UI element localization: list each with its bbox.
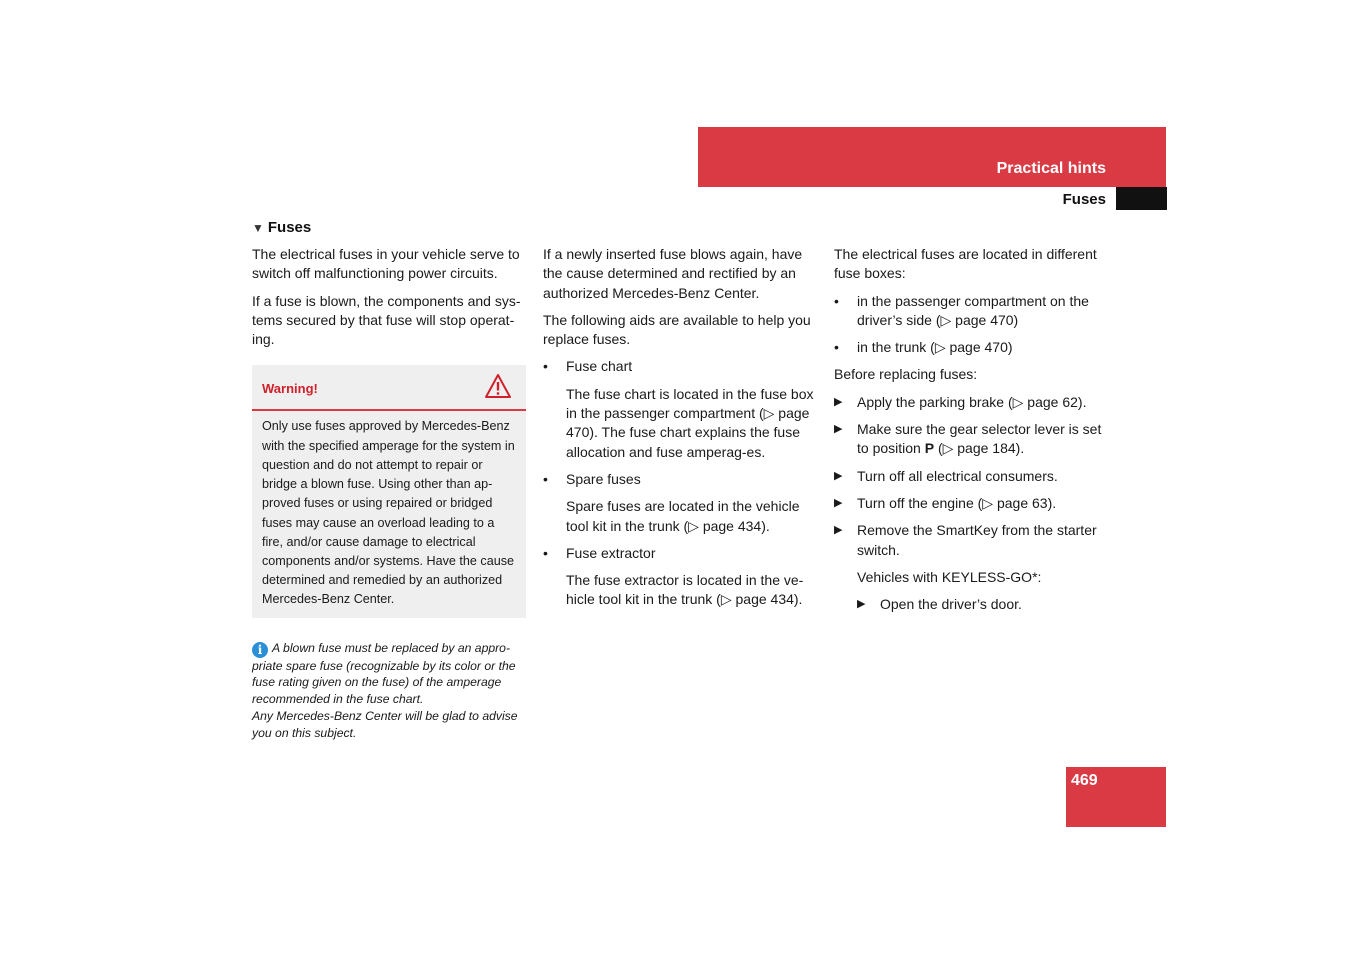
- step-item: [834, 595, 1110, 614]
- list-item: [543, 357, 819, 376]
- step-text-end: (▷ page 184).: [934, 440, 1025, 457]
- info-icon: i: [252, 642, 268, 658]
- list-item-text: in the trunk (▷ page 470): [857, 339, 1013, 356]
- paragraph: Before replacing fuses:: [834, 366, 978, 383]
- paragraph: The electrical fuses are located in different fuse boxes:: [834, 246, 1097, 282]
- info-note-text: A blown fuse must be replaced by an appro-priate spare fuse (recognizable by its color or the fuse rating given on the fuse) of the amperage recommended in the fuse chart.: [252, 640, 516, 707]
- paragraph: The electrical fuses in your vehicle serve to switch off malfunctioning power circuits.: [252, 246, 520, 282]
- step-text: Apply the parking brake (▷ page 62).: [857, 393, 1087, 410]
- triangle-down-icon: ▼: [252, 221, 264, 235]
- list-item-title: Fuse extractor: [566, 544, 656, 561]
- list-item-text: in the passenger compartment on the driver’s side (▷ page 470): [857, 292, 1089, 328]
- warning-box: [252, 365, 526, 617]
- step-text: Turn off all electrical consumers.: [857, 467, 1058, 484]
- step-item: [834, 420, 1110, 459]
- section-subtitle: Fuses: [1062, 191, 1106, 208]
- arrow-right-icon: ▶: [834, 423, 843, 436]
- warning-header: [252, 365, 526, 411]
- page-number: 469: [1071, 772, 1098, 789]
- list-item-description: The fuse chart is located in the fuse box in the passenger compartment (▷ page 470). The fuse chart explains the fuse allocation and fuse amperag-es.: [566, 385, 814, 460]
- list-item: [543, 544, 819, 563]
- arrow-right-icon: ▶: [857, 598, 866, 611]
- list-item-description: The fuse extractor is located in the ve-hicle tool kit in the trunk (▷ page 434).: [566, 572, 804, 608]
- list-item-description: Spare fuses are located in the vehicle tool kit in the trunk (▷ page 434).: [566, 498, 800, 534]
- section-heading: [252, 219, 311, 236]
- step-item: [834, 494, 1110, 513]
- bullet-icon: •: [543, 544, 548, 561]
- column-1: [252, 245, 526, 742]
- list-item-title: Spare fuses: [566, 470, 641, 487]
- warning-label: Warning!: [262, 381, 318, 397]
- gear-position: P: [924, 440, 935, 457]
- arrow-right-icon: ▶: [834, 469, 843, 482]
- step-text: Make sure the gear selector lever is set to position: [857, 421, 1102, 457]
- column-3: [834, 245, 1110, 622]
- step-text: Open the driver’s door.: [880, 596, 1022, 613]
- arrow-right-icon: ▶: [834, 524, 843, 537]
- arrow-right-icon: ▶: [834, 496, 843, 509]
- bullet-icon: •: [834, 339, 839, 356]
- warning-triangle-icon: [484, 373, 512, 404]
- step-item: [834, 467, 1110, 486]
- bullet-icon: •: [543, 358, 548, 375]
- list-item: [834, 338, 1110, 357]
- bullet-icon: •: [834, 292, 839, 309]
- arrow-right-icon: ▶: [834, 395, 843, 408]
- step-text: Turn off the engine (▷ page 63).: [857, 494, 1057, 511]
- page-number-box: [1066, 767, 1166, 827]
- section-tab-marker: [1116, 187, 1167, 210]
- keyless-go-label: Vehicles with KEYLESS-GO*:: [857, 568, 1042, 585]
- paragraph: If a fuse is blown, the components and sys-tems secured by that fuse will stop operat-ing.: [252, 292, 521, 348]
- step-item: [834, 521, 1110, 560]
- list-item: [543, 470, 819, 489]
- step-item: [834, 393, 1110, 412]
- step-text: Remove the SmartKey from the starter switch.: [857, 522, 1097, 558]
- list-item: [834, 292, 1110, 331]
- info-note-text-2: Any Mercedes-Benz Center will be glad to advise you on this subject.: [252, 708, 518, 740]
- chapter-title: Practical hints: [996, 160, 1106, 177]
- section-heading-text: Fuses: [267, 219, 312, 236]
- bullet-icon: •: [543, 470, 548, 487]
- info-note: [252, 640, 526, 742]
- list-item-title: Fuse chart: [566, 358, 633, 375]
- paragraph: The following aids are available to help you replace fuses.: [543, 311, 811, 348]
- column-2: [543, 245, 819, 618]
- paragraph: If a newly inserted fuse blows again, have the cause determined and rectified by an authorized Mercedes-Benz Center.: [543, 246, 803, 301]
- warning-body: Only use fuses approved by Mercedes-Benz with the specified amperage for the system in question and do not attempt to repair or bridge a blown fuse. Using other than ap-proved fuses or using repaired or bridged fuses may cause an overload leading to a fire, and/or cause damage to electrical components and/or systems. Have the cause determined and remedied by an authorized Mercedes-Benz Center.: [262, 419, 515, 607]
- chapter-header-bar: [698, 127, 1166, 187]
